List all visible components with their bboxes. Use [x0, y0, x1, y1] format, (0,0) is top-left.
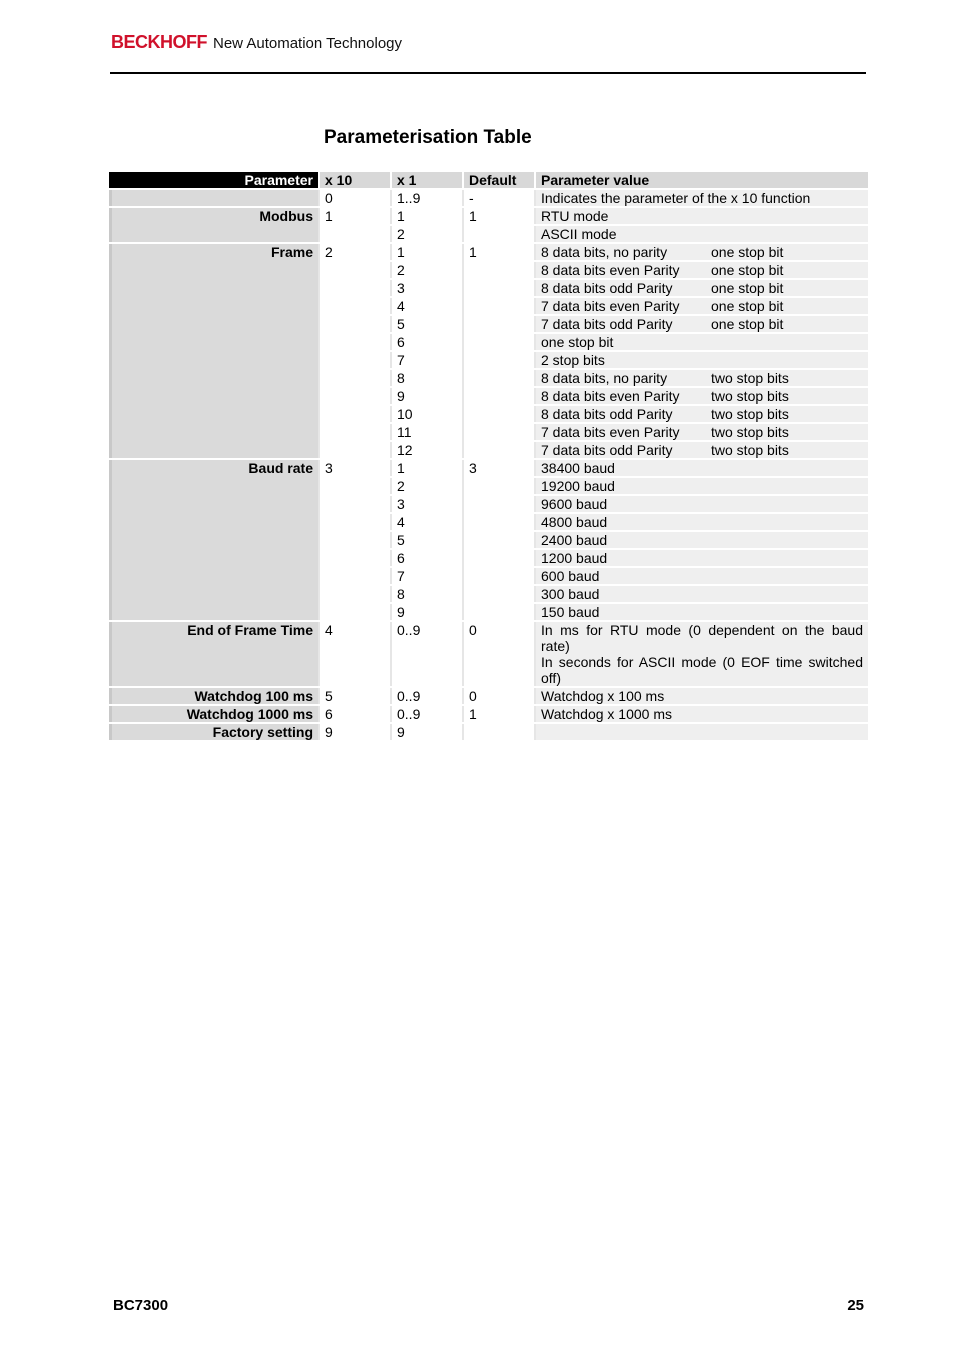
default-cell: 0 [462, 688, 534, 704]
default-cell: - [462, 190, 534, 206]
x1-cell: 9 [390, 388, 462, 404]
frame-format: 7 data bits odd Parity [541, 316, 673, 332]
frame-stopbits: one stop bit [711, 262, 784, 278]
value-cell [534, 388, 868, 404]
param-watchdog-100ms: Watchdog 100 ms [109, 688, 318, 704]
header-divider [110, 72, 866, 74]
x1-cell: 0..9 [390, 706, 462, 722]
default-cell: 1 [462, 244, 534, 458]
beckhoff-logo: BECKHOFF [111, 32, 207, 52]
param-end-of-frame-time: End of Frame Time [109, 622, 318, 686]
frame-format: 8 data bits odd Parity [541, 406, 673, 422]
default-cell: 1 [462, 208, 534, 242]
frame-format: 8 data bits even Parity [541, 388, 680, 404]
eof-ascii-text: In seconds for ASCII mode (0 EOF time switched off) [541, 654, 863, 686]
param-baud-rate: Baud rate [109, 460, 318, 620]
x1-cell: 2 [390, 226, 462, 242]
frame-format: one stop bit [541, 334, 614, 350]
frame-format: 2 stop bits [541, 352, 605, 368]
table-row [109, 688, 868, 704]
table-row [109, 622, 868, 686]
value-cell [534, 370, 868, 386]
value-cell: 38400 baud [534, 460, 868, 476]
frame-format: 8 data bits even Parity [541, 262, 680, 278]
value-cell [534, 280, 868, 296]
frame-stopbits: two stop bits [711, 442, 789, 458]
value-cell: 9600 baud [534, 496, 868, 512]
footer-page-number: 25 [847, 1297, 864, 1314]
x10-cell: 9 [318, 724, 390, 740]
frame-format: 7 data bits odd Parity [541, 442, 673, 458]
value-cell [534, 424, 868, 440]
value-cell [534, 622, 868, 686]
value-cell: 150 baud [534, 604, 868, 620]
frame-stopbits: one stop bit [711, 244, 784, 260]
default-cell: 1 [462, 706, 534, 722]
x10-cell: 0 [318, 190, 390, 206]
x1-cell: 10 [390, 406, 462, 422]
table-row [109, 724, 868, 740]
page-title: Parameterisation Table [324, 127, 532, 148]
x1-cell: 2 [390, 478, 462, 494]
param-cell [109, 190, 318, 206]
default-cell [462, 724, 534, 740]
header-parameter: Parameter [109, 172, 318, 188]
x1-cell: 6 [390, 550, 462, 566]
x1-cell: 7 [390, 352, 462, 368]
footer-document-id: BC7300 [113, 1297, 169, 1314]
x1-cell: 8 [390, 586, 462, 602]
param-frame: Frame [109, 244, 318, 458]
x1-cell: 11 [390, 424, 462, 440]
x10-cell: 5 [318, 688, 390, 704]
default-cell: 3 [462, 460, 534, 620]
frame-format: 8 data bits odd Parity [541, 280, 673, 296]
table-row [109, 244, 868, 260]
frame-stopbits: one stop bit [711, 316, 784, 332]
frame-stopbits: two stop bits [711, 370, 789, 386]
default-cell: 0 [462, 622, 534, 686]
table-row [109, 706, 868, 722]
x1-cell: 5 [390, 316, 462, 332]
value-cell: Watchdog x 1000 ms [534, 706, 868, 722]
x1-cell: 6 [390, 334, 462, 350]
value-cell: 1200 baud [534, 550, 868, 566]
value-cell [534, 406, 868, 422]
param-factory-setting: Factory setting [109, 724, 318, 740]
value-cell [534, 244, 868, 260]
value-cell [534, 352, 868, 368]
frame-stopbits: two stop bits [711, 424, 789, 440]
x10-cell: 6 [318, 706, 390, 722]
frame-stopbits: two stop bits [711, 406, 789, 422]
table-row [109, 190, 868, 206]
value-cell: 4800 baud [534, 514, 868, 530]
value-cell: Indicates the parameter of the x 10 function [534, 190, 868, 206]
value-cell: 600 baud [534, 568, 868, 584]
x1-cell: 1 [390, 208, 462, 224]
x1-cell: 1 [390, 460, 462, 476]
x10-cell: 3 [318, 460, 390, 620]
frame-format: 8 data bits, no parity [541, 370, 668, 386]
x1-cell: 1..9 [390, 190, 462, 206]
parameterisation-table [109, 170, 868, 742]
x1-cell: 5 [390, 532, 462, 548]
x1-cell: 9 [390, 604, 462, 620]
frame-format: 7 data bits even Parity [541, 298, 680, 314]
x1-cell: 1 [390, 244, 462, 260]
x1-cell: 12 [390, 442, 462, 458]
x1-cell: 0..9 [390, 688, 462, 704]
frame-stopbits: one stop bit [711, 280, 784, 296]
param-watchdog-1000ms: Watchdog 1000 ms [109, 706, 318, 722]
x1-cell: 0..9 [390, 622, 462, 686]
x1-cell: 9 [390, 724, 462, 740]
x1-cell: 3 [390, 496, 462, 512]
value-cell [534, 334, 868, 350]
x10-cell: 2 [318, 244, 390, 458]
value-cell: RTU mode [534, 208, 868, 224]
table-header-row [109, 172, 868, 188]
value-cell [534, 262, 868, 278]
x10-cell: 1 [318, 208, 390, 242]
value-cell [534, 724, 868, 740]
x1-cell: 8 [390, 370, 462, 386]
x1-cell: 3 [390, 280, 462, 296]
header-x1: x 1 [390, 172, 462, 188]
value-cell: 300 baud [534, 586, 868, 602]
x1-cell: 4 [390, 514, 462, 530]
x1-cell: 4 [390, 298, 462, 314]
header-parameter-value: Parameter value [534, 172, 868, 188]
value-cell [534, 316, 868, 332]
frame-stopbits: one stop bit [711, 298, 784, 314]
x1-cell: 7 [390, 568, 462, 584]
table-row [109, 460, 868, 476]
value-cell: 19200 baud [534, 478, 868, 494]
eof-rtu-text: In ms for RTU mode (0 dependent on the baud rate) [541, 622, 863, 654]
value-cell: 2400 baud [534, 532, 868, 548]
table-row [109, 208, 868, 224]
value-cell: ASCII mode [534, 226, 868, 242]
value-cell [534, 442, 868, 458]
header-x10: x 10 [318, 172, 390, 188]
x1-cell: 2 [390, 262, 462, 278]
frame-format: 8 data bits, no parity [541, 244, 668, 260]
value-cell: Watchdog x 100 ms [534, 688, 868, 704]
header-default: Default [462, 172, 534, 188]
value-cell [534, 298, 868, 314]
x10-cell: 4 [318, 622, 390, 686]
page-header [111, 32, 402, 56]
param-modbus: Modbus [109, 208, 318, 242]
frame-format: 7 data bits even Parity [541, 424, 680, 440]
header-tagline: New Automation Technology [213, 35, 403, 52]
frame-stopbits: two stop bits [711, 388, 789, 404]
